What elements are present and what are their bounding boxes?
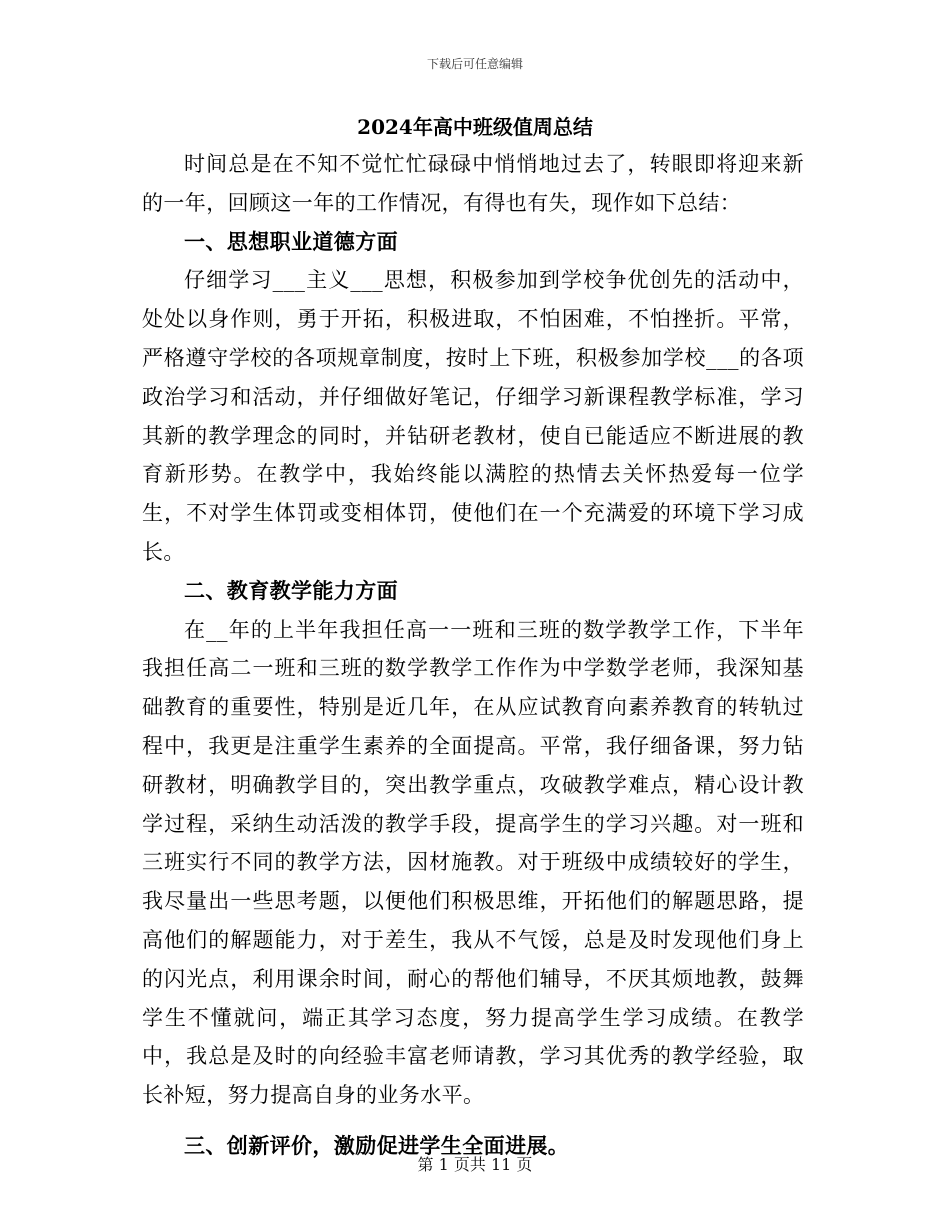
document-title: 2024年高中班级值周总结 bbox=[357, 115, 593, 139]
intro-paragraph: 时间总是在不知不觉忙忙碌碌中悄悄地过去了，转眼即将迎来新的一年，回顾这一年的工作情况，有得也有失，现作如下总结： bbox=[142, 152, 804, 215]
section-2-heading: 二、教育教学能力方面 bbox=[184, 577, 398, 603]
section-1-paragraph: 仔细学习___主义___思想，积极参加到学校争优创先的活动中，处处以身作则，勇于开拓，积极进取，不怕困难，不怕挫折。平常，严格遵守学校的各项规章制度，按时上下班，积极参加学校___的各项政治学习和活动，并仔细做好笔记，仔细学习新课程教学标准，学习其新的教学理念的同时，并钻研老教材，使自已能适应不断进展的教育新形势。在教学中，我始终能以满腔的热情去关怀热爱每一位学生，不对学生体罚或变相体罚，使他们在一个充满爱的环境下学习成长。 bbox=[142, 268, 804, 564]
section-1-heading: 一、思想职业道德方面 bbox=[184, 228, 398, 254]
section-2-paragraph: 在__年的上半年我担任高一一班和三班的数学教学工作，下半年我担任高二一班和三班的数学教学工作作为中学数学老师，我深知基础教育的重要性，特别是近几年，在从应试教育向素养教育的转轨过程中，我更是注重学生素养的全面提高。平常，我仔细备课，努力钻研教材，明确教学目的，突出教学重点，攻破教学难点，精心设计教学过程，采纳生动活泼的教学手段，提高学生的学习兴趣。对一班和三班实行不同的教学方法，因材施教。对于班级中成绩较好的学生，我尽量出一些思考题，以便他们积极思维，开拓他们的解题思路，提高他们的解题能力，对于差生，我从不气馁，总是及时发现他们身上的闪光点，利用课余时间，耐心的帮他们辅导，不厌其烦地教，鼓舞学生不懂就问，端正其学习态度，努力提高学生学习成绩。在教学中，我总是及时的向经验丰富老师请教，学习其优秀的教学经验，取长补短，努力提高自身的业务水平。 bbox=[142, 617, 804, 1108]
page-footer: 第 1 页共 11 页 bbox=[417, 1155, 533, 1174]
section-3-heading: 三、创新评价，激励促进学生全面进展。 bbox=[184, 1132, 570, 1158]
document-body bbox=[142, 145, 804, 1166]
header-note: 下载后可任意编辑 bbox=[426, 57, 523, 71]
